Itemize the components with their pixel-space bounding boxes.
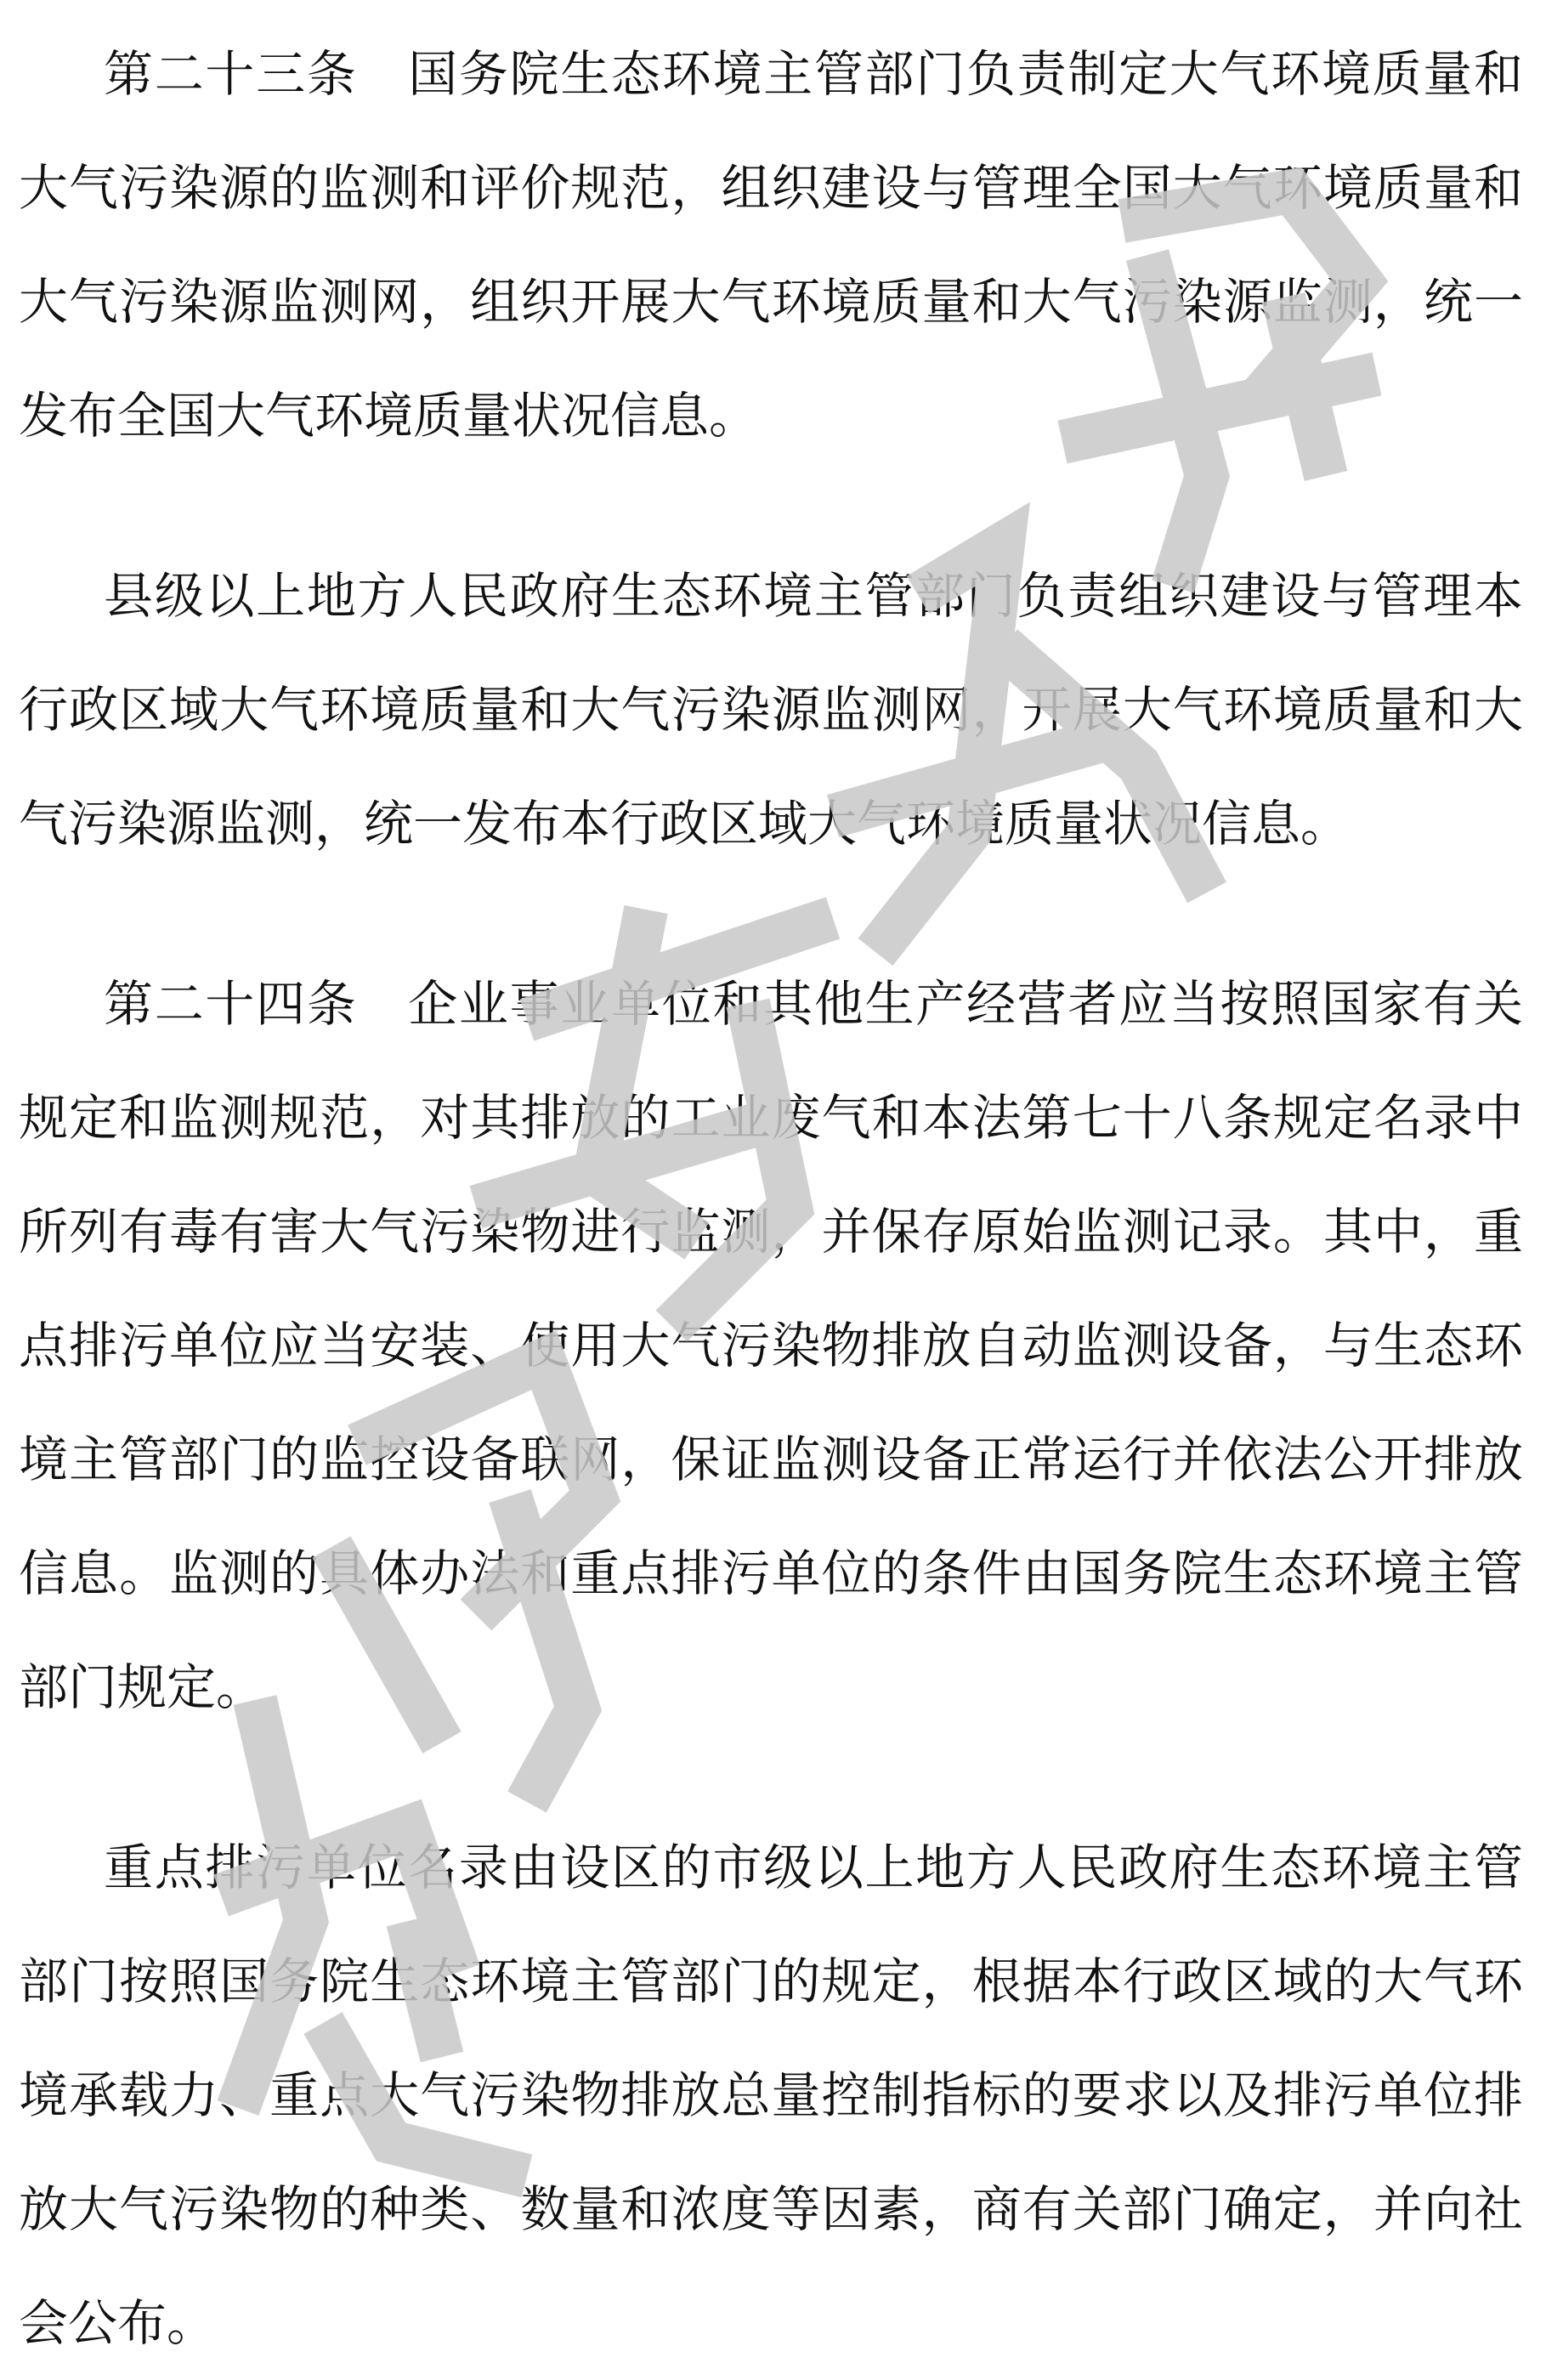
paragraph-article-24-key-units: 重点排污单位名录由设区的市级以上地方人民政府生态环境主管部门按照国务院生态环境主管部门的规定，根据本行政区域的大气环境承载力、重点大气污染物排放总量控制指标的要求以及排污单位排放大气污染物的种类、数量和浓度等因素，商有关部门确定，并向社会公布。	[19, 1839, 1523, 2352]
document-body	[19, 17, 1523, 2380]
paragraph-article-24: 第二十四条 企业事业单位和其他生产经营者应当按照国家有关规定和监测规范，对其排放的工业废气和本法第七十八条规定名录中所列有毒有害大气污染物进行监测，并保存原始监测记录。其中，重点排污单位应当安装、使用大气污染物排放自动监测设备，与生态环境主管部门的监控设备联网，保证监测设备正常运行并依法公开排放信息。监测的具体办法和重点排污单位的条件由国务院生态环境主管部门规定。	[19, 975, 1523, 1716]
paragraph-article-23-county: 县级以上地方人民政府生态环境主管部门负责组织建设与管理本行政区域大气环境质量和大气污染源监测网，开展大气环境质量和大气污染源监测，统一发布本行政区域大气环境质量状况信息。	[19, 567, 1523, 853]
paragraph-article-23: 第二十三条 国务院生态环境主管部门负责制定大气环境质量和大气污染源的监测和评价规范，组织建设与管理全国大气环境质量和大气污染源监测网，组织开展大气环境质量和大气污染源监测，统一发布全国大气环境质量状况信息。	[19, 45, 1523, 445]
